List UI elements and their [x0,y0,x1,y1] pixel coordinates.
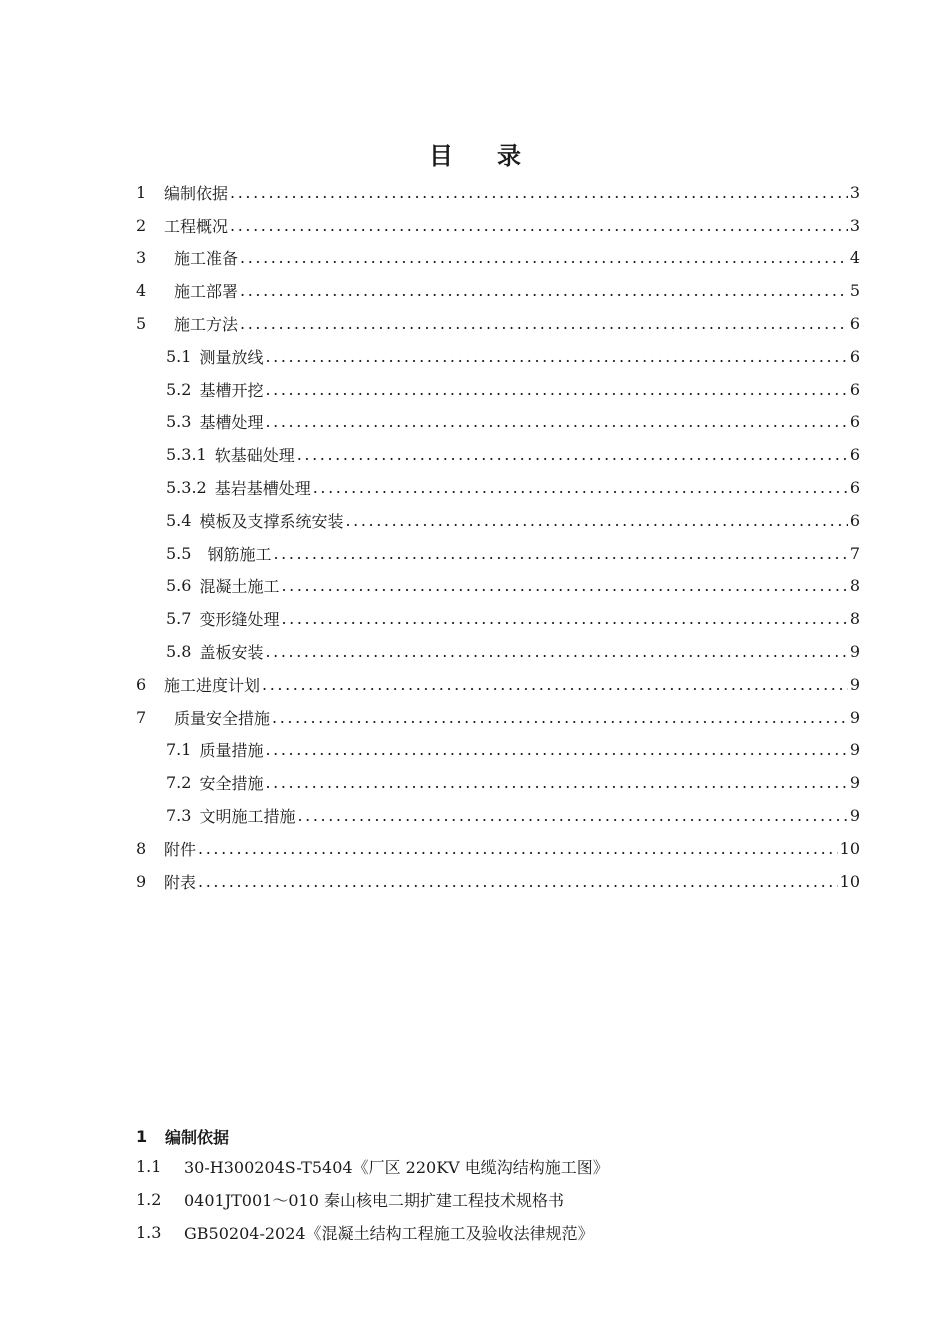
toc-entry-7-2[interactable] [136,766,860,799]
toc-dot-leader [345,511,847,530]
toc-entry-page: 9 [849,642,860,662]
toc-entry-number: 3 [136,248,147,268]
toc-dot-leader [265,380,847,399]
toc-entry-number: 7 [136,707,147,727]
toc-entry-label: 质量安全措施 [174,708,271,728]
toc-entry-5-1[interactable] [136,340,860,373]
toc-dot-leader [313,478,848,497]
toc-entry-number: 5.5 [166,543,192,563]
toc-entry-5-3-2[interactable] [136,471,860,504]
toc-entry-number: 5.7 [166,609,192,629]
toc-dot-leader [230,183,848,202]
toc-entry-label: 基槽处理 [199,413,264,433]
toc-entry-5-7[interactable] [136,602,860,635]
toc-entry-number: 5.6 [166,576,192,596]
toc-entry-label: 模板及支撑系统安装 [199,511,344,531]
toc-entry-page: 6 [849,478,860,498]
toc-entry-label: 质量措施 [199,741,264,761]
toc-entry-page: 6 [849,346,860,366]
toc-entry-page: 8 [849,609,860,629]
toc-entry-7[interactable] [136,701,860,734]
toc-entry-number: 1 [136,182,147,202]
toc-entry-label: 混凝土施工 [199,577,280,597]
toc-entry-label: 施工方法 [174,315,239,335]
toc-entry-label: 盖板安装 [199,643,264,663]
toc-entry-label: 软基础处理 [214,446,295,466]
toc-entry-label: 测量放线 [199,347,264,367]
toc-entry-number: 8 [136,838,147,858]
reference-number: 1.2 [136,1190,162,1209]
toc-title [0,136,950,171]
toc-entry-number: 5 [136,314,147,334]
toc-entry-number: 5.4 [166,510,192,530]
toc-dot-leader [262,675,848,694]
reference-text: GB50204-2024《混凝土结构工程施工及验收法律规范》 [184,1224,594,1243]
toc-entry-number: 5.3.2 [166,478,207,498]
toc-entry-4[interactable] [136,274,860,307]
toc-dot-leader [265,347,847,366]
toc-entry-number: 5.3.1 [166,445,207,465]
reference-item [136,1183,860,1216]
table-of-contents [136,176,860,898]
toc-entry-5-6[interactable] [136,570,860,603]
toc-dot-leader [297,806,847,825]
toc-entry-page: 7 [849,543,860,563]
toc-entry-number: 5.1 [166,346,192,366]
toc-entry-page: 3 [849,182,860,202]
toc-entry-number: 5.3 [166,412,192,432]
toc-entry-label: 附件 [164,839,197,859]
toc-entry-page: 6 [849,314,860,334]
toc-entry-label: 钢筋施工 [207,544,272,564]
toc-dot-leader [281,609,847,628]
toc-entry-page: 3 [849,215,860,235]
toc-entry-1[interactable] [136,176,860,209]
toc-dot-leader [240,281,848,300]
reference-item [136,1216,860,1249]
reference-number: 1.1 [136,1157,162,1176]
toc-entry-label: 基槽开挖 [199,380,264,400]
toc-dot-leader [265,642,847,661]
toc-entry-8[interactable] [136,832,860,865]
toc-entry-6[interactable] [136,668,860,701]
toc-entry-page: 10 [839,871,860,891]
reference-text: 30-H300204S-T5404《厂区 220KV 电缆沟结构施工图》 [184,1158,609,1177]
toc-entry-5-4[interactable] [136,504,860,537]
toc-entry-number: 5.2 [166,379,192,399]
toc-dot-leader [265,412,847,431]
toc-entry-page: 6 [849,379,860,399]
toc-entry-5[interactable] [136,307,860,340]
toc-entry-page: 9 [849,773,860,793]
toc-entry-5-5[interactable] [136,537,860,570]
toc-dot-leader [265,740,847,759]
section-number: 1 [136,1126,148,1146]
toc-entry-page: 4 [849,248,860,268]
toc-entry-label: 文明施工措施 [199,807,296,827]
toc-entry-number: 7.1 [166,740,192,760]
toc-dot-leader [198,839,838,858]
reference-text: 0401JT001～010 秦山核电二期扩建工程技术规格书 [184,1191,564,1210]
toc-dot-leader [265,773,847,792]
toc-entry-label: 编制依据 [164,183,229,203]
toc-entry-page: 10 [839,838,860,858]
toc-dot-leader [273,544,847,563]
toc-entry-2[interactable] [136,209,860,242]
section-compilation-basis [136,1122,860,1249]
toc-entry-page: 9 [849,674,860,694]
toc-title-part1: 目 [429,142,453,170]
toc-title-part2: 录 [497,142,521,170]
toc-dot-leader [281,576,847,595]
reference-number: 1.3 [136,1223,162,1242]
toc-entry-5-3-1[interactable] [136,438,860,471]
toc-entry-label: 工程概况 [164,216,229,236]
toc-entry-page: 9 [849,707,860,727]
toc-entry-label: 施工进度计划 [164,675,261,695]
toc-entry-5-8[interactable] [136,635,860,668]
section-title: 编制依据 [165,1127,230,1147]
toc-entry-number: 2 [136,215,147,235]
toc-dot-leader [198,872,838,891]
toc-entry-7-1[interactable] [136,734,860,767]
toc-dot-leader [240,248,848,267]
toc-dot-leader [230,216,848,235]
toc-entry-3[interactable] [136,242,860,275]
toc-entry-5-3[interactable] [136,406,860,439]
toc-entry-label: 施工准备 [174,249,239,269]
reference-item [136,1150,860,1183]
toc-entry-label: 安全措施 [199,774,264,794]
toc-entry-page: 9 [849,740,860,760]
toc-entry-label: 施工部署 [174,282,239,302]
toc-entry-9[interactable] [136,865,860,898]
toc-entry-7-3[interactable] [136,799,860,832]
toc-entry-page: 6 [849,412,860,432]
toc-entry-number: 6 [136,674,147,694]
toc-entry-number: 7.3 [166,806,192,826]
toc-entry-label: 基岩基槽处理 [214,479,311,499]
toc-entry-label: 附表 [164,872,197,892]
section-heading [136,1122,860,1150]
toc-entry-number: 9 [136,871,147,891]
toc-entry-page: 6 [849,510,860,530]
toc-dot-leader [297,445,848,464]
toc-dot-leader [272,708,848,727]
toc-entry-number: 7.2 [166,773,192,793]
toc-entry-number: 5.8 [166,642,192,662]
toc-entry-5-2[interactable] [136,373,860,406]
toc-entry-page: 5 [849,281,860,301]
toc-entry-page: 8 [849,576,860,596]
toc-dot-leader [240,314,848,333]
toc-entry-page: 6 [849,445,860,465]
toc-entry-label: 变形缝处理 [199,610,280,630]
toc-entry-page: 9 [849,806,860,826]
toc-entry-number: 4 [136,281,147,301]
